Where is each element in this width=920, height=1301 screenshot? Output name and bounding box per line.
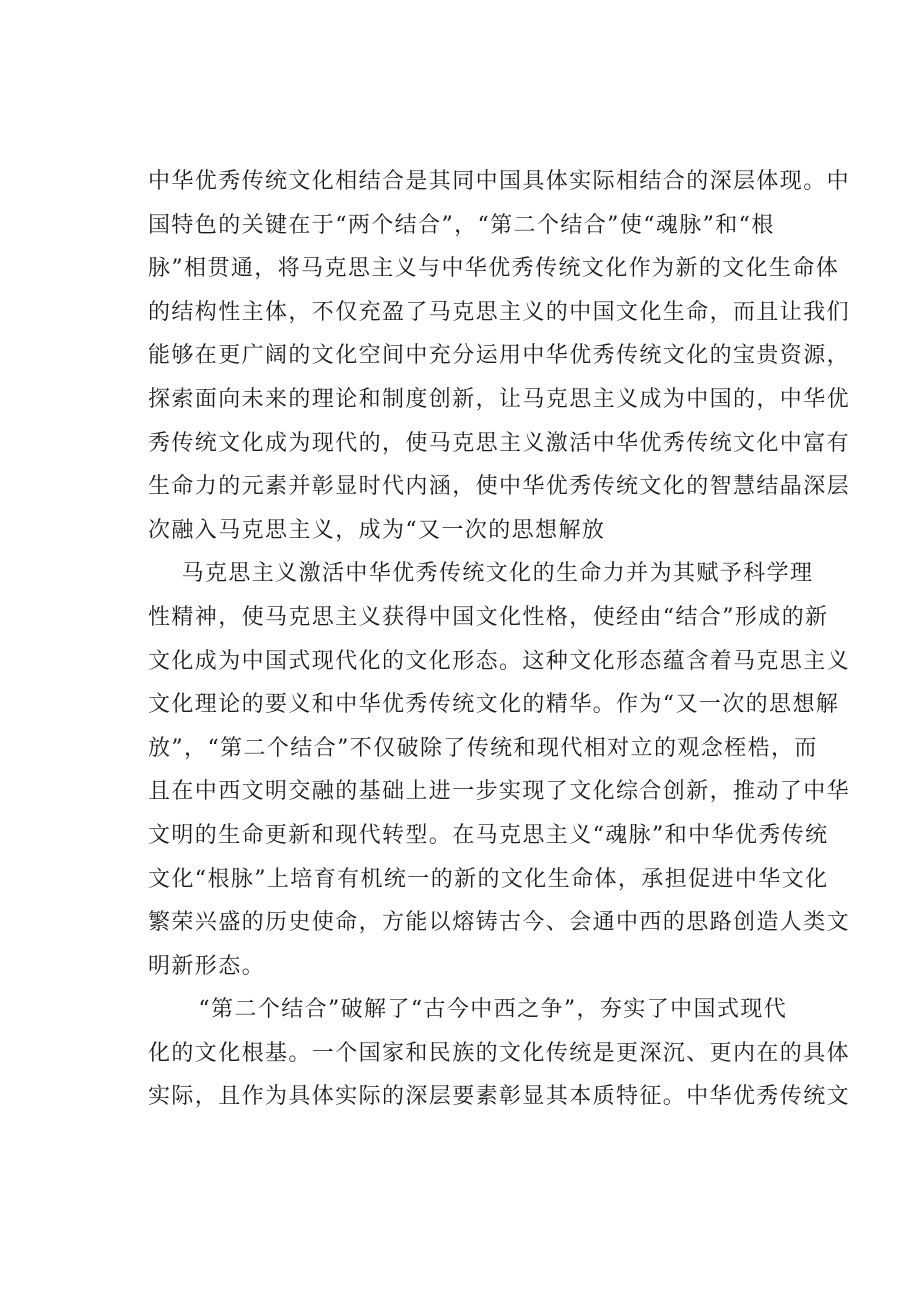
- text-line: 繁荣兴盛的历史使命，方能以熔铸古今、会通中西的思路创造人类文: [148, 910, 851, 936]
- text-line: 性精神，使马克思主义获得中国文化性格，使经由“结合”形成的新: [148, 604, 829, 630]
- text-line: 且在中西文明交融的基础上进一步实现了文化综合创新，推动了中华: [148, 779, 851, 805]
- text-line: 次融入马克思主义，成为“又一次的思想解放: [148, 517, 606, 543]
- text-line: 生命力的元素并彰显时代内涵，使中华优秀传统文化的智慧结晶深层: [148, 474, 851, 500]
- document-body: [148, 160, 851, 1119]
- text-line: 脉”相贯通，将马克思主义与中华优秀传统文化作为新的文化生命体: [148, 256, 840, 282]
- text-line: 文化“根脉”上培育有机统一的新的文化生命体，承担促进中华文化: [148, 866, 829, 892]
- paragraph-2: [148, 552, 851, 988]
- paragraph-1: [148, 160, 851, 552]
- text-line: 明新形态。: [148, 953, 266, 979]
- text-line: 秀传统文化成为现代的，使马克思主义激活中华优秀传统文化中富有: [148, 430, 851, 456]
- text-line: 文明的生命更新和现代转型。在马克思主义“魂脉”和中华优秀传统: [148, 822, 829, 848]
- text-line: 文化理论的要义和中华优秀传统文化的精华。作为“又一次的思想解: [148, 692, 840, 718]
- text-line: 放”，“第二个结合”不仅破除了传统和现代相对立的观念桎梏，而: [148, 735, 818, 761]
- text-line: 马克思主义激活中华优秀传统文化的生命力并为其赋予科学理: [148, 561, 814, 587]
- paragraph-3: [148, 988, 851, 1119]
- text-line: 国特色的关键在于“两个结合”，“第二个结合”使“魂脉”和“根: [148, 212, 775, 238]
- text-line: 实际，且作为具体实际的深层要素彰显其本质特征。中华优秀传统文: [148, 1084, 851, 1110]
- text-line: 能够在更广阔的文化空间中充分运用中华优秀传统文化的宝贵资源，: [148, 343, 851, 369]
- text-line: 探索面向未来的理论和制度创新，让马克思主义成为中国的，中华优: [148, 386, 851, 412]
- text-line: 的结构性主体，不仅充盈了马克思主义的中国文化生命，而且让我们: [148, 299, 851, 325]
- text-line: “第二个结合”破解了“古今中西之争”，夯实了中国式现代: [148, 997, 788, 1023]
- text-line: 化的文化根基。一个国家和民族的文化传统是更深沉、更内在的具体: [148, 1040, 851, 1066]
- text-line: 文化成为中国式现代化的文化形态。这种文化形态蕴含着马克思主义: [148, 648, 851, 674]
- text-line: 中华优秀传统文化相结合是其同中国具体实际相结合的深层体现。中: [148, 169, 851, 194]
